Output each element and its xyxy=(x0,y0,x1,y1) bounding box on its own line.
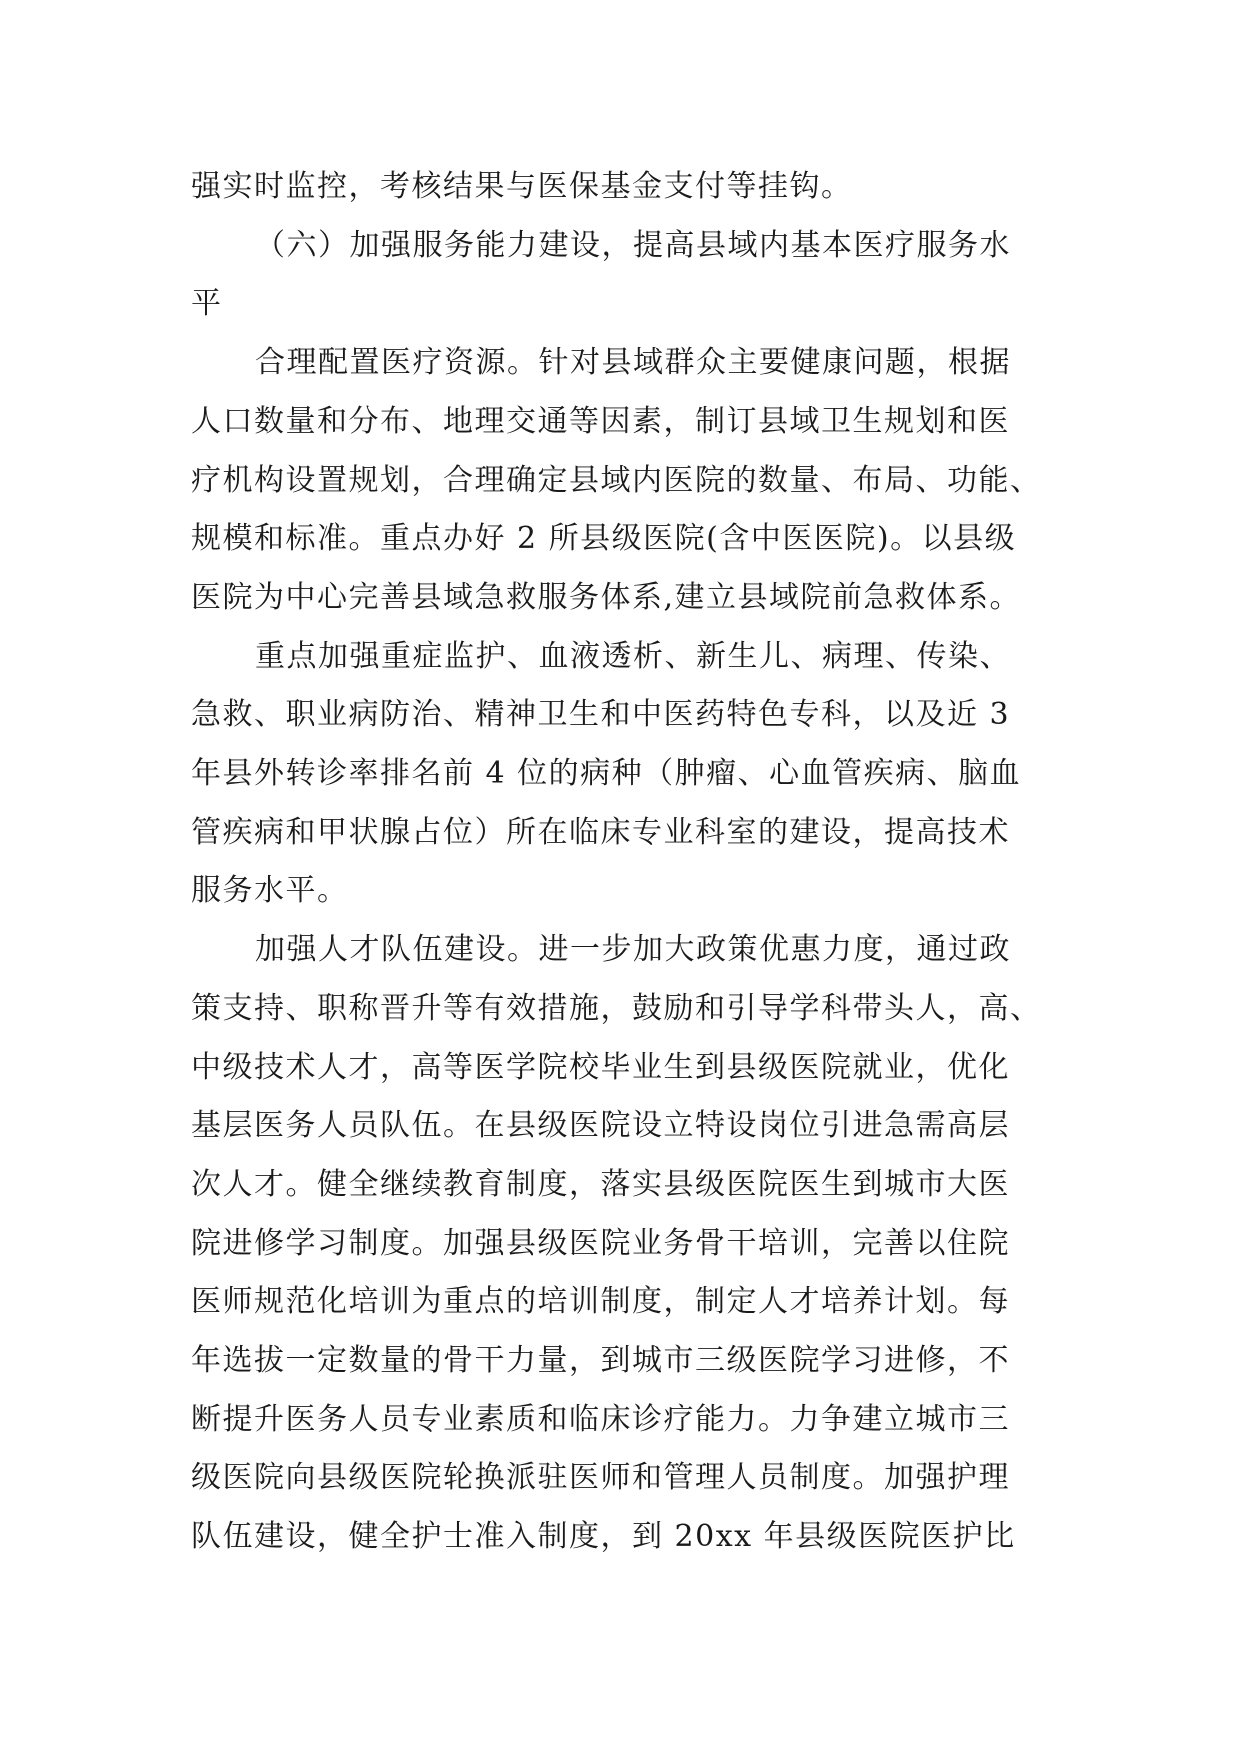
text-line: 次人才。健全继续教育制度，落实县级医院医生到城市大医 xyxy=(191,1166,1010,1202)
text-line: 院进修学习制度。加强县级医院业务骨干培训，完善以住院 xyxy=(191,1225,1010,1261)
text-line: 断提升医务人员专业素质和临床诊疗能力。力争建立城市三 xyxy=(191,1401,1010,1437)
text-line: 疗机构设置规划，合理确定县域内医院的数量、布局、功能、 xyxy=(191,462,1042,498)
text-line: 急救、职业病防治、精神卫生和中医药特色专科，以及近 3 xyxy=(191,697,1011,733)
text-line: 级医院向县级医院轮换派驻医师和管理人员制度。加强护理 xyxy=(191,1460,1010,1496)
text-line: 服务水平。 xyxy=(191,873,349,909)
text-line: 年选拔一定数量的骨干力量，到城市三级医院学习进修，不 xyxy=(191,1343,1010,1379)
text-line: 策支持、职称晋升等有效措施，鼓励和引导学科带头人，高、 xyxy=(191,990,1042,1026)
paragraph-first-line: 合理配置医疗资源。针对县域群众主要健康问题，根据 xyxy=(255,345,1011,381)
text-line: 人口数量和分布、地理交通等因素，制订县域卫生规划和医 xyxy=(191,403,1010,439)
section-heading-line: （六）加强服务能力建设，提高县域内基本医疗服务水 xyxy=(255,227,1011,263)
text-line: 管疾病和甲状腺占位）所在临床专业科室的建设，提高技术 xyxy=(191,814,1010,850)
paragraph-first-line: 重点加强重症监护、血液透析、新生儿、病理、传染、 xyxy=(255,638,1011,674)
text-line: 医师规范化培训为重点的培训制度，制定人才培养计划。每 xyxy=(191,1284,1010,1320)
text-line: 规模和标准。重点办好 2 所县级医院(含中医医院)。以县级 xyxy=(191,521,1017,557)
section-heading-line: 平 xyxy=(191,286,223,322)
text-line: 队伍建设，健全护士准入制度，到 20xx 年县级医院医护比 xyxy=(191,1519,1016,1555)
text-line: 医院为中心完善县域急救服务体系,建立县域院前急救体系。 xyxy=(191,579,1022,615)
paragraph-first-line: 加强人才队伍建设。进一步加大政策优惠力度，通过政 xyxy=(255,932,1011,968)
text-line: 中级技术人才，高等医学院校毕业生到县级医院就业，优化 xyxy=(191,1049,1010,1085)
text-line: 强实时监控，考核结果与医保基金支付等挂钩。 xyxy=(191,169,853,204)
text-line: 年县外转诊率排名前 4 位的病种（肿瘤、心血管疾病、脑血 xyxy=(191,756,1022,792)
document-body xyxy=(191,158,1051,1567)
text-line: 基层医务人员队伍。在县级医院设立特设岗位引进急需高层 xyxy=(191,1108,1010,1144)
